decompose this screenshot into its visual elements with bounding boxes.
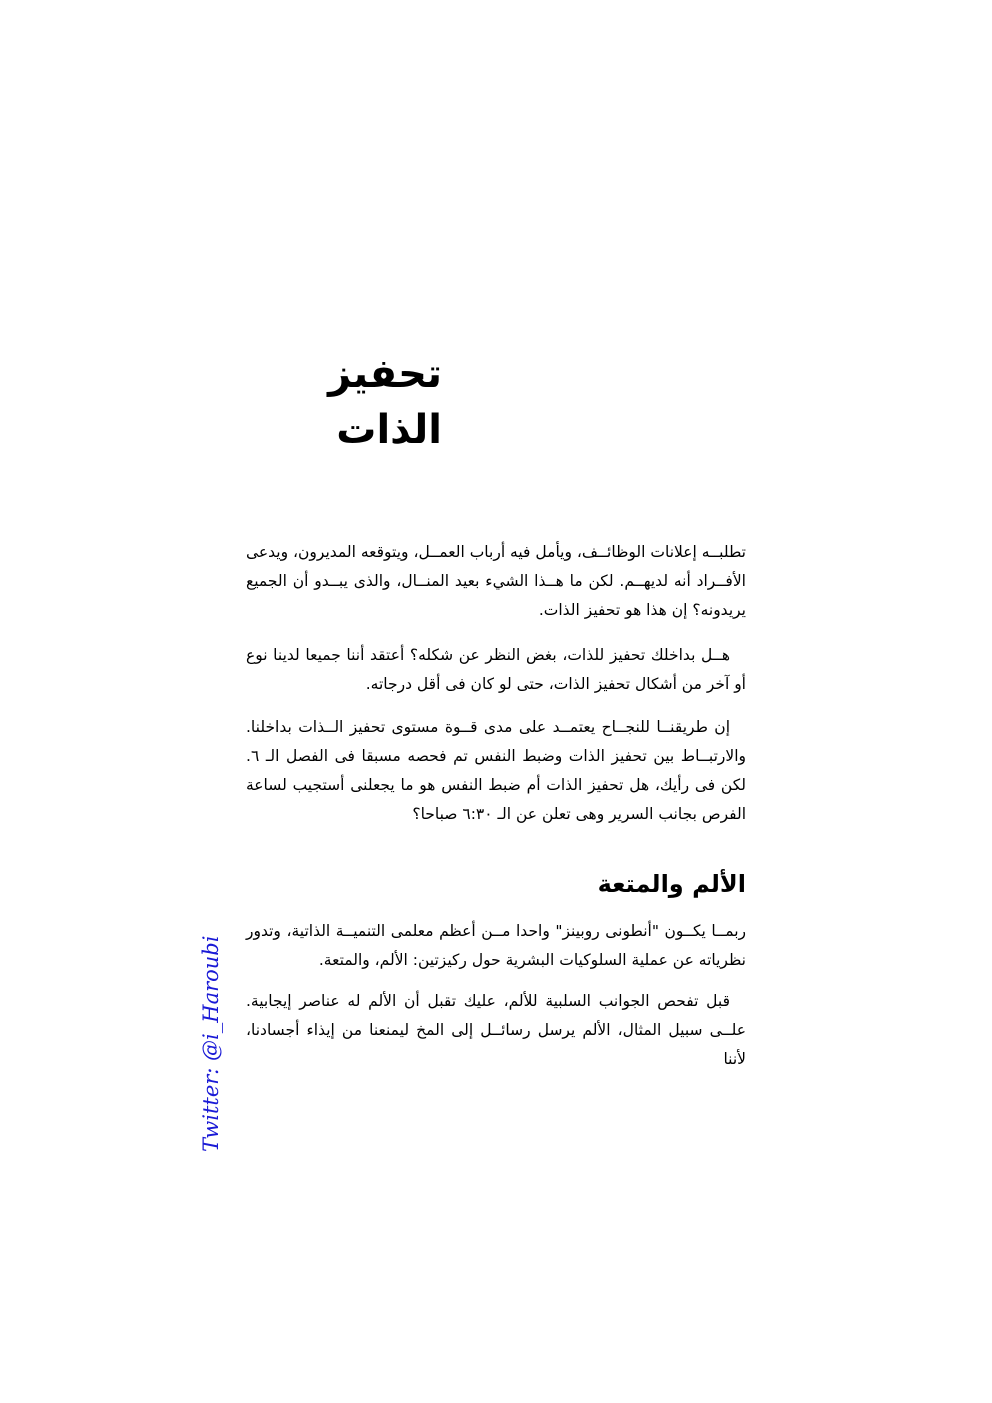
paragraph-robbins: ربمــا يكــون "أنطونى روبينز" واحدا مــن أعظم معلمى التنميــة الذاتية، وتدور نظرياته عن عملية السلوكيات البشرية حول ركيزتين: الألم، والمتعة. bbox=[246, 922, 746, 969]
section-heading-pain-pleasure: الألم والمتعة bbox=[597, 870, 746, 898]
twitter-watermark: Twitter: @i_Haroubi bbox=[199, 935, 223, 1152]
chapter-title: تحفيز الذات bbox=[328, 351, 442, 453]
paragraph-success-path: إن طريقنــا للنجــاح يعتمــد على مدى قــوة مستوى تحفيز الــذات بداخلنا. والارتبــاط بين تحفيز الذات وضبط النفس تم فحصه مسبقا فى الفصل الـ ٦. لكن فى رأيك، هل تحفيز الذات أم ضبط النفس هو ما يجعلنى أستجيب لساعة الفرص بجانب السرير وهى تعلن عن الـ ٦:٣٠ صباحا؟ bbox=[246, 718, 746, 823]
paragraph-question: هــل بداخلك تحفيز للذات، بغض النظر عن شكله؟ أعتقد أننا جميعا لدينا نوع أو آخر من أشكال تحفيز الذات، حتى لو كان فى أقل درجاته. bbox=[246, 646, 746, 693]
paragraph-pain-positive: قبل تفحص الجوانب السلبية للألم، عليك تقبل أن الألم له عناصر إيجابية. علــى سبيل المثال، الألم يرسل رسائــل إلى المخ ليمنعنا من إيذاء أجسادنا، لأننا bbox=[246, 992, 746, 1068]
paragraph-intro: تطلبــه إعلانات الوظائــف، ويأمل فيه أرباب العمــل، ويتوقعه المديرون، ويدعى الأفــراد أنه لديهــم. لكن ما هــذا الشيء بعيد المنــال، والذى يبــدو أن الجميع يريدونه؟ إن هذا هو تحفيز الذات. bbox=[246, 543, 746, 619]
